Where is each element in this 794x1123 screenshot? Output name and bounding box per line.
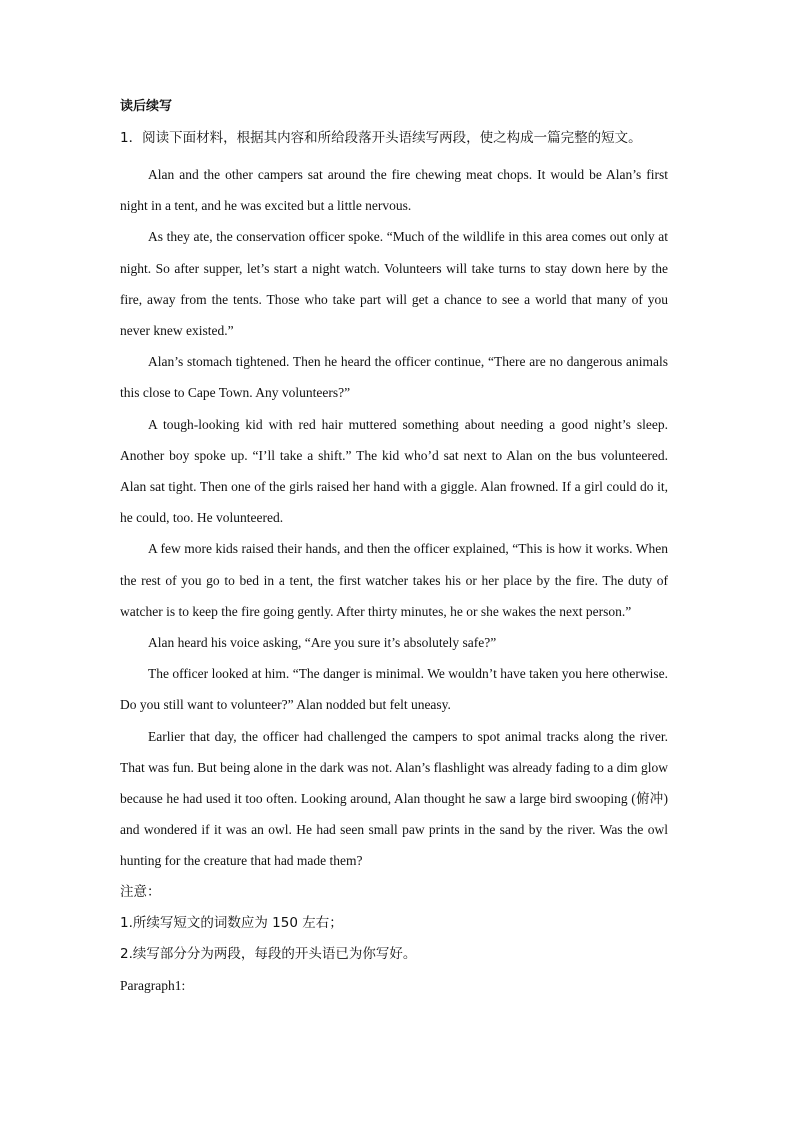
note-item-1: 1.所续写短文的词数应为 150 左右； bbox=[120, 914, 343, 931]
notes-title: 注意： bbox=[120, 883, 161, 900]
section-heading: 读后续写 bbox=[120, 99, 173, 114]
story-paragraph-7: The officer looked at him. “The danger is minimal. We wouldn’t have taken you here otherwise. Do you still want to volunteer?” Alan nodded but felt uneasy. bbox=[120, 666, 668, 713]
document-page bbox=[120, 97, 668, 1001]
story-paragraph-3: Alan’s stomach tightened. Then he heard the officer continue, “There are no dangerous animals this close to Cape Town. Any volunteers?” bbox=[120, 354, 668, 401]
story-paragraph-8: Earlier that day, the officer had challenged the campers to spot animal tracks along the river. That was fun. But being alone in the dark was not. Alan’s flashlight was already fading to a dim glow because he had used it too often. Looking around, Alan thought he saw a large bird swooping (俯冲) and wondered if it was an owl. He had seen small paw prints in the sand by the river. Was the owl hunting for the creature that had made them? bbox=[120, 728, 668, 869]
note-item-2: 2.续写部分分为两段，每段的开头语已为你写好。 bbox=[120, 946, 417, 963]
story-paragraph-5: A few more kids raised their hands, and then the officer explained, “This is how it works. When the rest of you go to bed in a tent, the first watcher takes his or her place by the fire. The duty of watcher is to keep the fire going gently. After thirty minutes, he or she wakes the next person.” bbox=[120, 541, 668, 619]
story-paragraph-4: A tough-looking kid with red hair muttered something about needing a good night’s sleep. Another boy spoke up. “I’ll take a shift.” The kid who’d sat next to Alan on the bus volunteered. Alan sat tight. Then one of the girls raised her hand with a giggle. Alan frowned. If a girl could do it, he could, too. He volunteered. bbox=[120, 416, 668, 526]
story-paragraph-6: Alan heard his voice asking, “Are you sure it’s absolutely safe?” bbox=[148, 635, 497, 651]
paragraph-label: Paragraph1: bbox=[120, 978, 186, 994]
story-paragraph-1: Alan and the other campers sat around the fire chewing meat chops. It would be Alan’s first night in a tent, and he was excited but a little nervous. bbox=[120, 167, 668, 214]
story-paragraph-2: As they ate, the conservation officer spoke. “Much of the wildlife in this area comes out only at night. So after supper, let’s start a night watch. Volunteers will take turns to stay down here by the fire, away from the tents. Those who take part will get a chance to see a world that many of you never knew existed.” bbox=[120, 229, 668, 339]
task-instruction: 1．阅读下面材料，根据其内容和所给段落开头语续写两段，使之构成一篇完整的短文。 bbox=[120, 130, 642, 146]
